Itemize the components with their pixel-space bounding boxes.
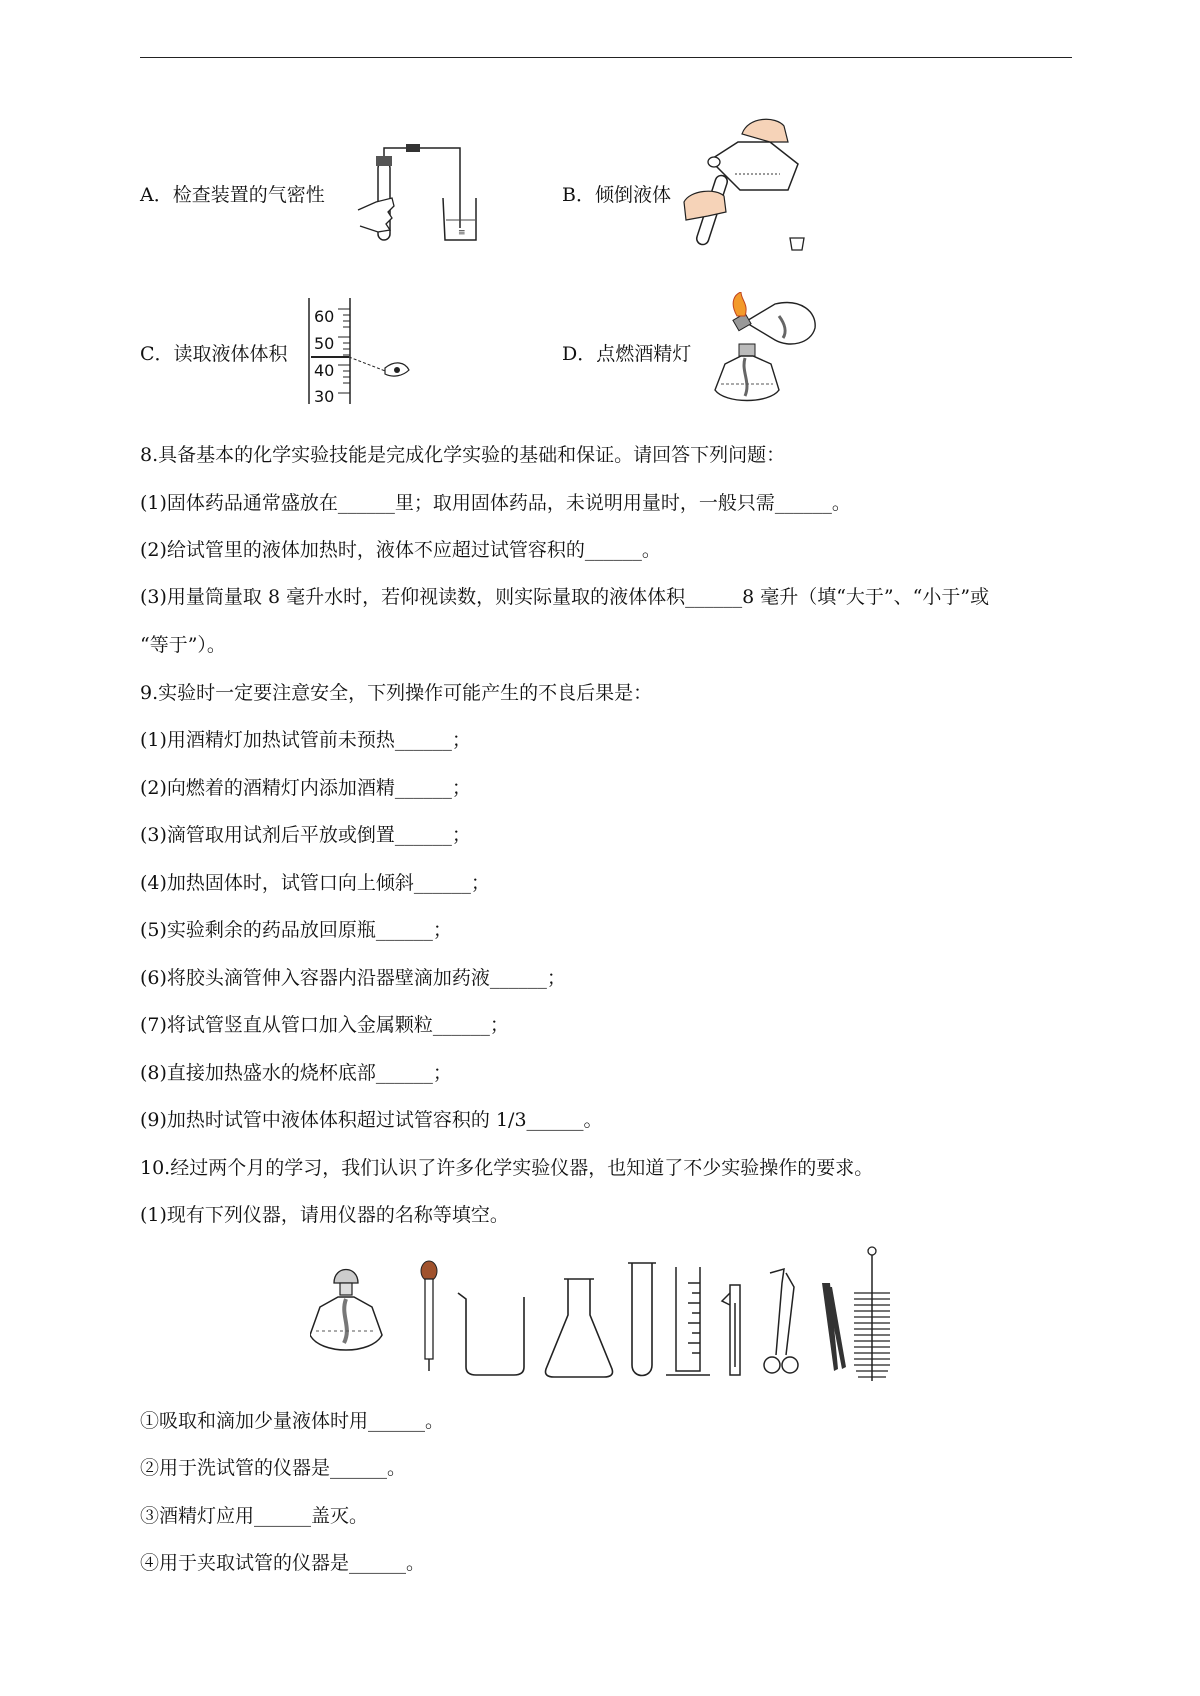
beaker-icon: [458, 1293, 524, 1375]
q9-item: (8)直接加热盛水的烧杯底部______；: [140, 1062, 452, 1084]
q9-item: (4)加热固体时，试管口向上倾斜______；: [140, 872, 490, 894]
q9-item: (3)滴管取用试剂后平放或倒置______；: [140, 824, 471, 846]
q9-item: (1)用酒精灯加热试管前未预热______；: [140, 729, 471, 751]
q8-part3: (3)用量筒量取 8 毫升水时，若仰视读数，则实际量取的液体体积______8 毫升（填“大于”、“小于”或: [140, 586, 990, 608]
instruments-figure: [310, 1243, 910, 1393]
alcohol-lamp-icon: [310, 1270, 382, 1351]
option-b-label: B．倾倒液体: [562, 184, 671, 206]
q8-stem: 8.具备基本的化学实验技能是完成化学实验的基础和保证。请回答下列问题：: [140, 444, 786, 466]
measuring-cylinder-icon: [666, 1267, 710, 1375]
q10-stem: 10.经过两个月的学习，我们认识了许多化学实验仪器，也知道了不少实验操作的要求。: [140, 1157, 874, 1179]
option-c-label: C．读取液体体积: [140, 343, 288, 365]
test-tube-brush-icon: [854, 1247, 890, 1381]
q10-item: ③酒精灯应用______盖灭。: [140, 1505, 369, 1527]
option-a-label: A．检查装置的气密性: [140, 184, 325, 206]
q9-item: (7)将试管竖直从管口加入金属颗粒______；: [140, 1014, 509, 1036]
q10-part1: (1)现有下列仪器，请用仪器的名称等填空。: [140, 1204, 509, 1226]
q9-item: (9)加热时试管中液体体积超过试管容积的 1/3______。: [140, 1109, 603, 1131]
scale-label-50: 50: [314, 334, 335, 353]
q8-part1: (1)固体药品通常盛放在______里；取用固体药品，未说明用量时，一般只需______。: [140, 492, 851, 514]
lighting-alcohol-lamp-figure: [705, 292, 825, 412]
scale-label-60: 60: [314, 307, 335, 326]
q10-item: ④用于夹取试管的仪器是______。: [140, 1552, 426, 1574]
q9-item: (5)实验剩余的药品放回原瓶______；: [140, 919, 452, 941]
tweezers-icon: [822, 1283, 846, 1371]
read-volume-figure: [305, 294, 415, 409]
scale-label-30: 30: [314, 387, 335, 406]
header-rule: [140, 57, 1072, 58]
test-tube-icon: [628, 1263, 656, 1376]
pouring-liquid-figure: [680, 112, 840, 262]
q9-item: (2)向燃着的酒精灯内添加酒精______；: [140, 777, 471, 799]
q8-part3-cont: “等于”）。: [140, 634, 226, 656]
dropper-icon: [421, 1261, 437, 1371]
q9-stem: 9.实验时一定要注意安全，下列操作可能产生的不良后果是：: [140, 682, 653, 704]
airtightness-check-figure: [348, 140, 478, 245]
svg-text:≡: ≡: [458, 228, 466, 238]
q9-item: (6)将胶头滴管伸入容器内沿器壁滴加药液______；: [140, 967, 566, 989]
q10-item: ①吸取和滴加少量液体时用______。: [140, 1410, 445, 1432]
q8-part2: (2)给试管里的液体加热时，液体不应超过试管容积的______。: [140, 539, 661, 561]
q10-item: ②用于洗试管的仪器是______。: [140, 1457, 407, 1479]
test-tube-holder-icon: [722, 1285, 740, 1375]
crucible-tongs-icon: [764, 1269, 798, 1373]
option-d-label: D．点燃酒精灯: [562, 343, 692, 365]
conical-flask-icon: [545, 1279, 612, 1377]
scale-label-40: 40: [314, 361, 335, 380]
